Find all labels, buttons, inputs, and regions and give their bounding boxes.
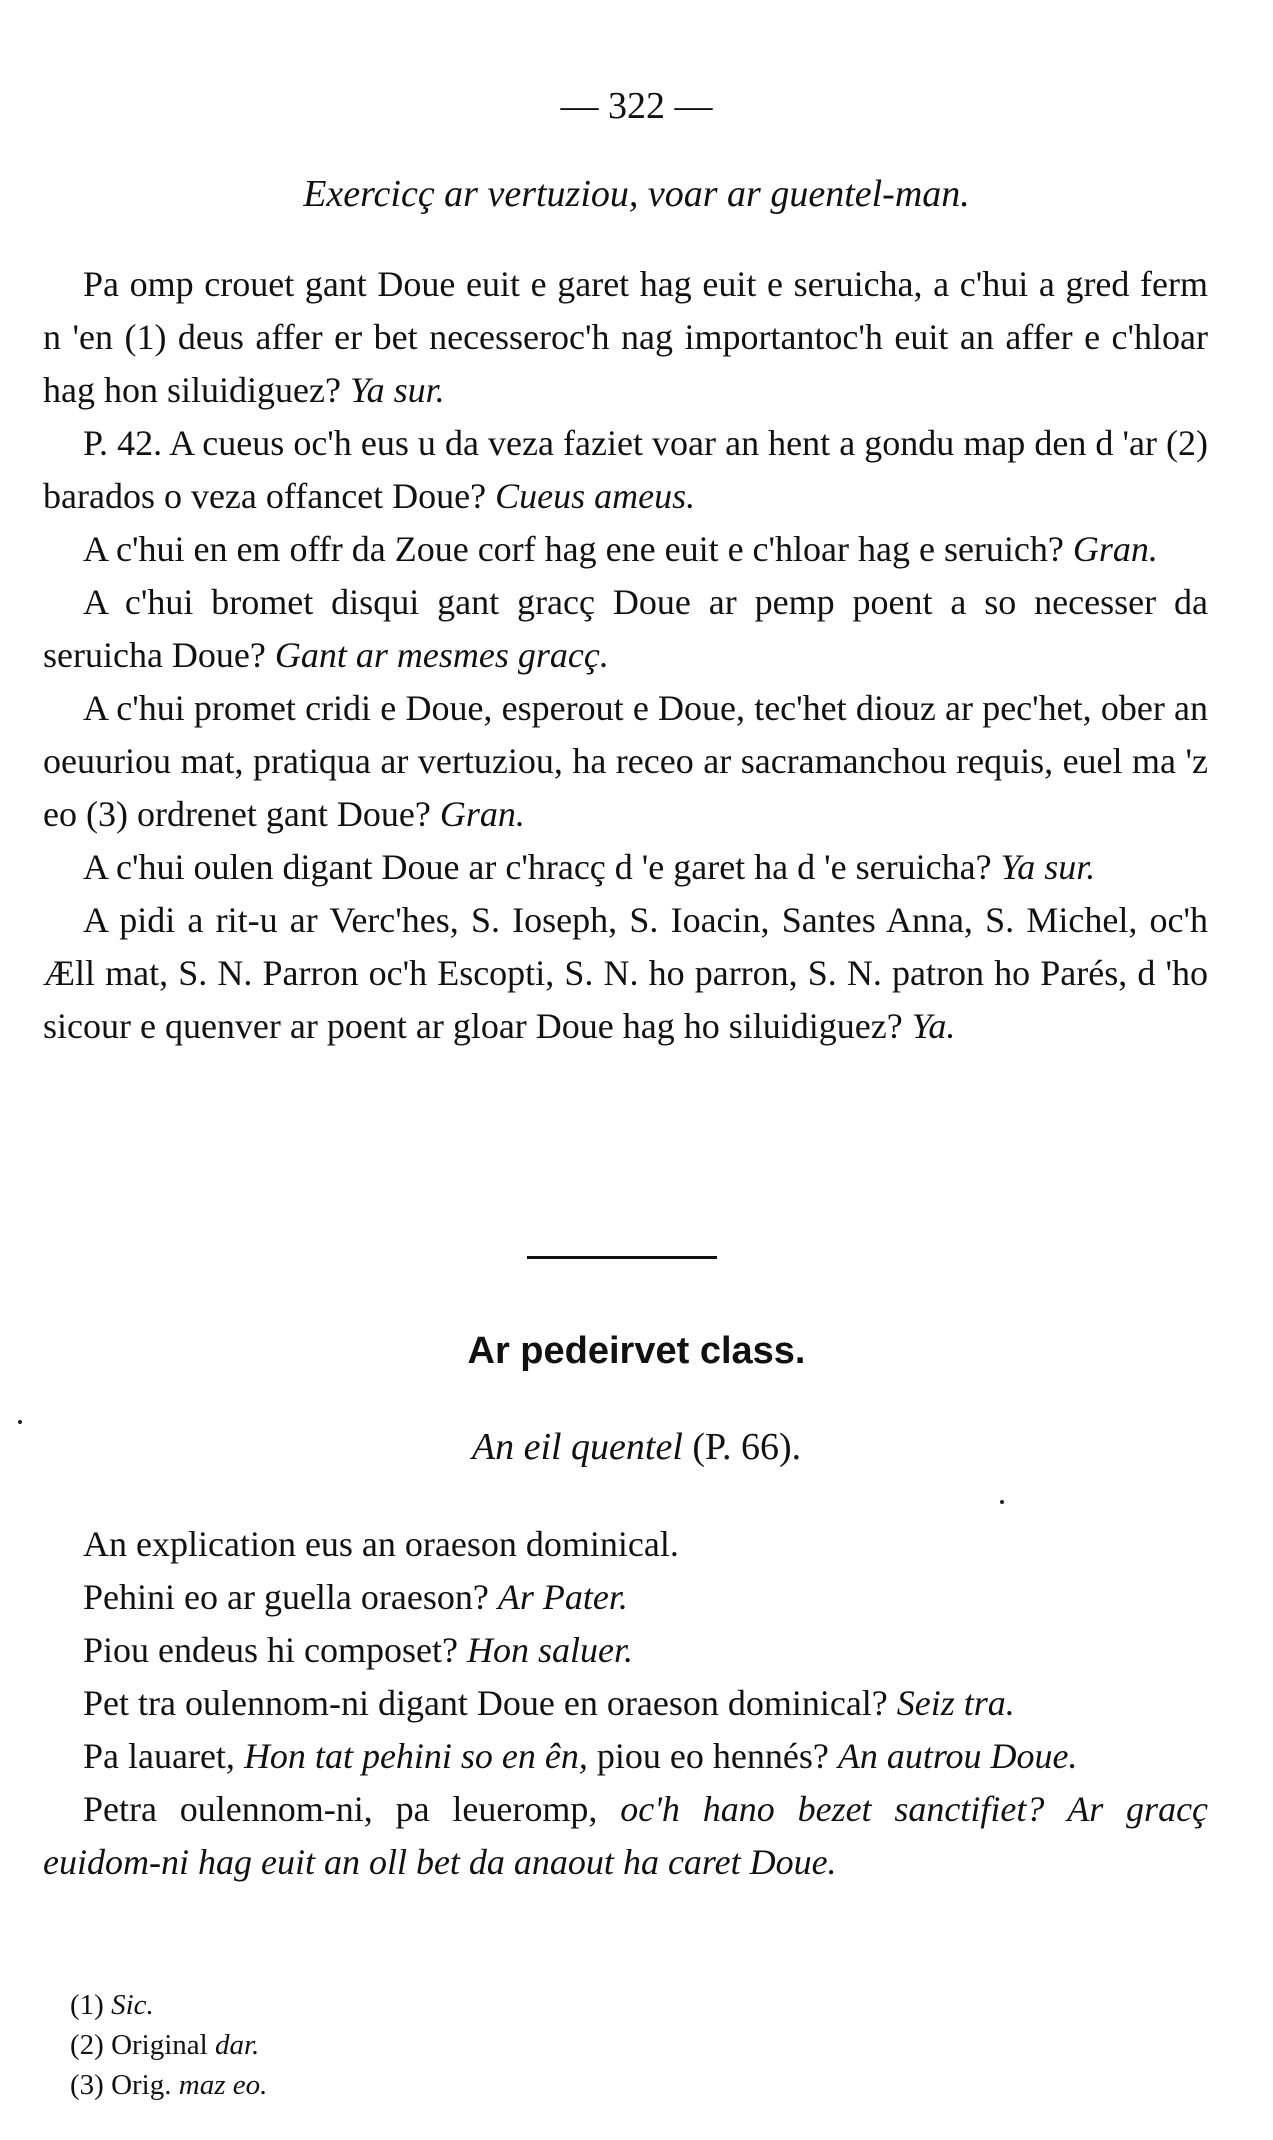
question: A c'hui en em offr da Zoue corf hag ene euit e c'hloar hag e seruich? [83,529,1064,569]
question: A c'hui promet cridi e Doue, esperout e Doue, tec'het diouz ar pec'het, ober an oeuuriou mat, pratiqua ar vertuziou, ha receo ar sacramanchou requis, euel ma 'z eo (3) ordrenet gant Doue? [43,688,1208,834]
answer: Hon saluer. [466,1630,633,1670]
paragraph [43,1518,1208,1571]
section-divider [527,1256,717,1259]
lesson-reference: (P. 66). [692,1426,802,1468]
quote: oc'h hano bezet sanctifiet? [620,1789,1045,1829]
answer: Ya sur. [1000,847,1096,887]
print-speck [1000,1500,1004,1504]
footnote-number: (2) [70,2029,104,2061]
question: piou eo hennés? [596,1736,829,1776]
quote: Hon tat pehini so en ên, [243,1736,588,1776]
lesson-name: An eil quentel [471,1426,683,1468]
paragraph [43,1571,1208,1624]
answer: Ar gracç euidom-ni hag euit an oll bet da anaout ha caret Doue. [43,1789,1209,1882]
paragraph [43,1730,1208,1783]
question: Pa omp crouet gant Doue euit e garet hag euit e seruicha, a c'hui a gred ferm n 'en (1) deus affer er bet necesseroc'h nag importantoc'h euit an affer e c'hloar hag hon siluidiguez? [43,264,1208,410]
footnote [70,1985,267,2025]
paragraph [43,576,1208,682]
answer: Ya. [911,1006,956,1046]
footnote-text: dar. [214,2029,260,2061]
footnote-text: Sic. [111,1989,154,2021]
question: A c'hui bromet disqui gant gracç Doue ar pemp poent a so necesser da seruicha Doue? [43,582,1208,675]
footnote-number: (3) [70,2069,104,2101]
paragraph [43,894,1208,1053]
answer: Cueus ameus. [495,476,696,516]
question: Pa lauaret, [83,1736,235,1776]
lesson-text [43,1518,1208,1889]
question: Pet tra oulennom-ni digant Doue en oraeson dominical? [83,1683,888,1723]
paragraph [43,1624,1208,1677]
footnote-text: maz eo. [178,2069,268,2101]
footnotes [70,1985,267,2105]
answer: An autrou Doue. [837,1736,1078,1776]
answer: Gant ar mesmes gracç. [274,635,609,675]
footnote-number: (1) [70,1989,104,2021]
section-title: Exercicç ar vertuziou, voar ar guentel-man. [303,173,970,215]
paragraph [43,417,1208,523]
question: Petra oulennom-ni, pa leueromp, [83,1789,598,1829]
exercise-text [43,258,1208,1053]
footnote-label: Orig. [111,2069,172,2101]
lesson-title [0,1425,1273,1469]
paragraph [43,1783,1208,1889]
question: An explication eus an oraeson dominical. [83,1524,679,1564]
paragraph [43,523,1208,576]
question: Piou endeus hi composet? [83,1630,458,1670]
answer: Ya sur. [349,370,445,410]
print-speck [18,1420,22,1424]
answer: Ar Pater. [497,1577,628,1617]
paragraph [43,841,1208,894]
page-reference: P. 42. [83,423,163,463]
question: Pehini eo ar guella oraeson? [83,1577,489,1617]
footnote [70,2065,267,2105]
footnote [70,2025,267,2065]
paragraph [43,682,1208,841]
question: A cueus oc'h eus u da veza faziet voar an hent a gondu map den d 'ar (2) barados o veza offancet Doue? [43,423,1208,516]
answer: Gran. [1072,529,1158,569]
answer: Seiz tra. [896,1683,1015,1723]
question: A pidi a rit-u ar Verc'hes, S. Ioseph, S. Ioacin, Santes Anna, S. Michel, oc'h Æll mat, S. N. Parron oc'h Escopti, S. N. ho parron, S. N. patron ho Parés, d 'ho sicour e quenver ar poent ar gloar Doue hag ho siluidiguez? [43,900,1208,1046]
paragraph [43,258,1208,417]
footnote-label: Original [111,2029,208,2061]
class-title: Ar pedeirvet class. [467,1330,806,1372]
question: A c'hui oulen digant Doue ar c'hracç d 'e garet ha d 'e seruicha? [83,847,992,887]
page-number: — 322 — [560,85,713,127]
answer: Gran. [439,794,525,834]
paragraph [43,1677,1208,1730]
